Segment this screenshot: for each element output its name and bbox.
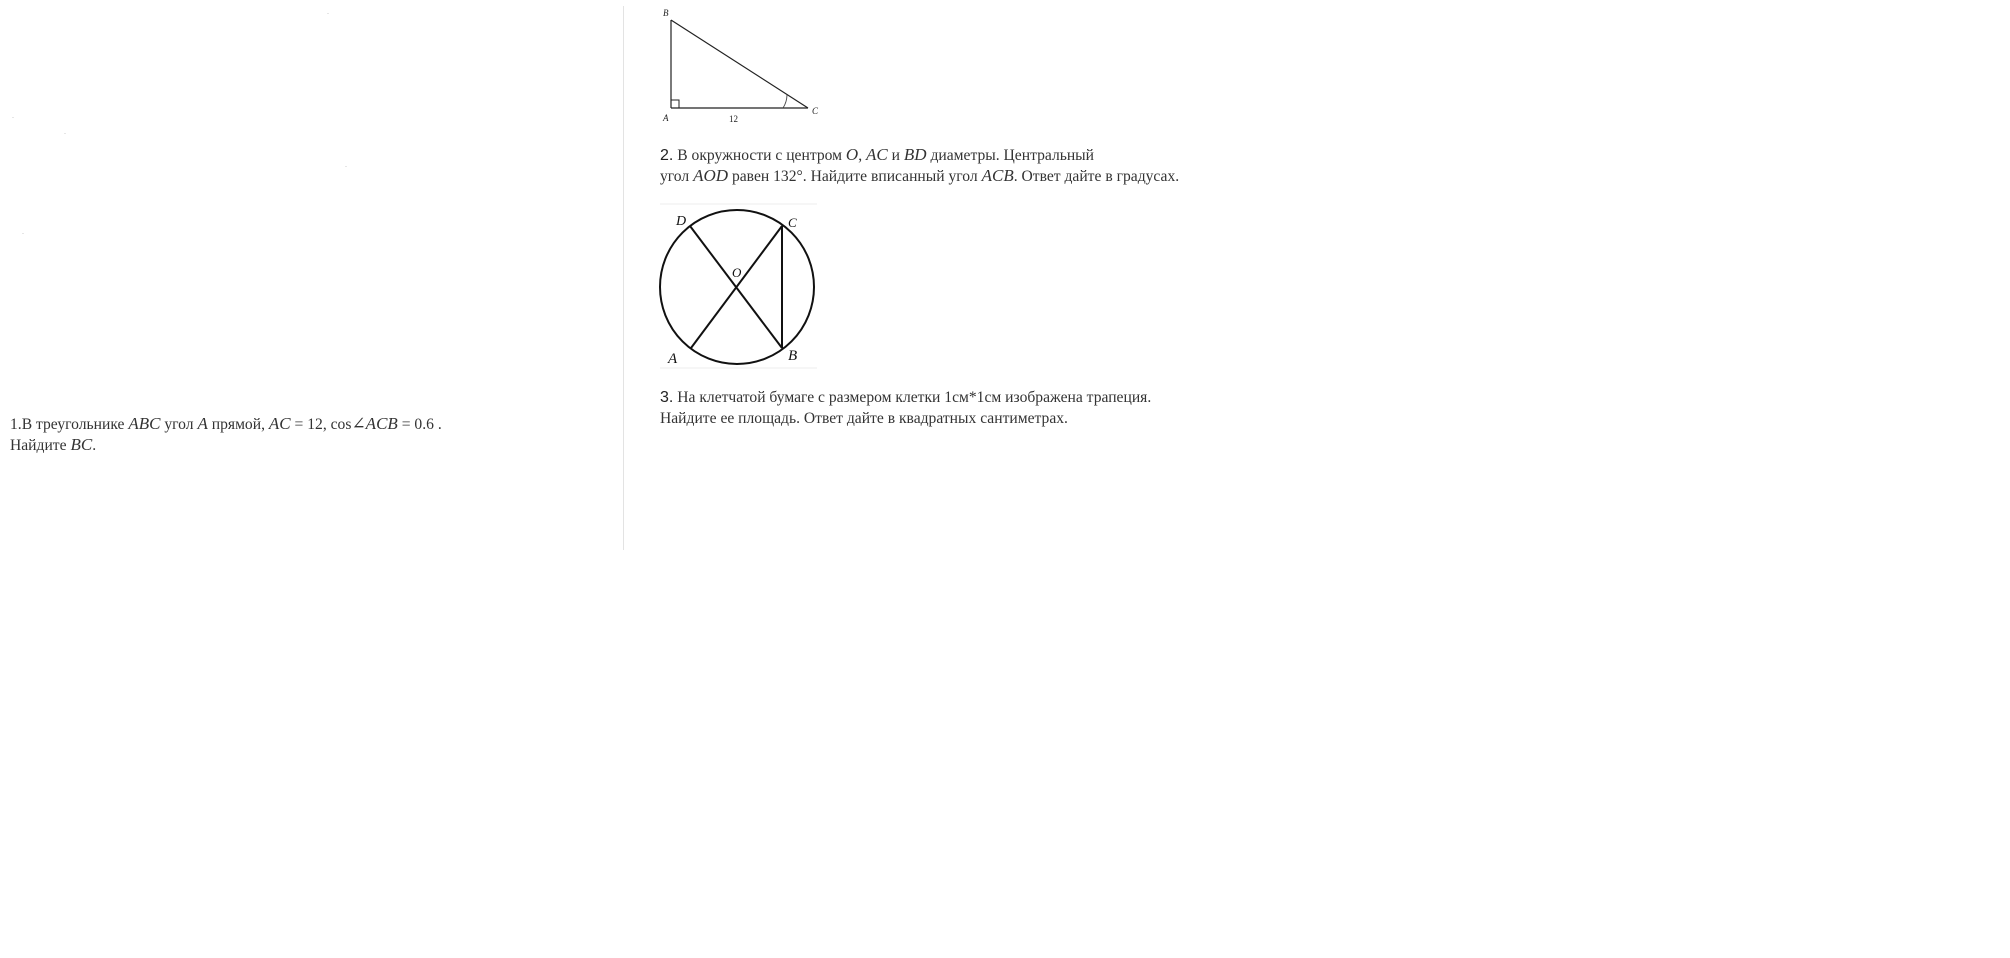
label-a: A <box>668 351 678 367</box>
label-c: C <box>788 215 797 230</box>
label-o: O <box>732 265 742 280</box>
side-label-12: 12 <box>729 114 738 124</box>
label-b: B <box>663 8 669 18</box>
task1-number: 1. <box>10 416 22 433</box>
task1-line1: 1.В треугольнике ABC угол A прямой, AC = 12, cos∠ACB = 0.6 . <box>10 414 442 433</box>
task3-line2: Найдите ее площадь. Ответ дайте в квадратных сантиметрах. <box>660 410 1068 427</box>
circle-diagram <box>0 0 830 380</box>
task3-line1: 3. На клетчатой бумаге с размером клетки 1см*1см изображена трапеция. <box>660 389 1152 406</box>
label-d: D <box>676 214 687 229</box>
task2-line2: угол AOD равен 132°. Найдите вписанный угол ACB. Ответ дайте в градусах. <box>660 166 1180 185</box>
label-c: C <box>812 106 819 116</box>
task2-number: 2. <box>660 147 674 164</box>
task1-line2: Найдите BC. <box>10 435 97 454</box>
label-b: B <box>788 348 798 364</box>
task2-line1: 2. В окружности с центром O, AC и BD диаметры. Центральный <box>660 145 1094 164</box>
label-a: A <box>663 113 669 123</box>
task3-number: 3. <box>660 389 674 406</box>
